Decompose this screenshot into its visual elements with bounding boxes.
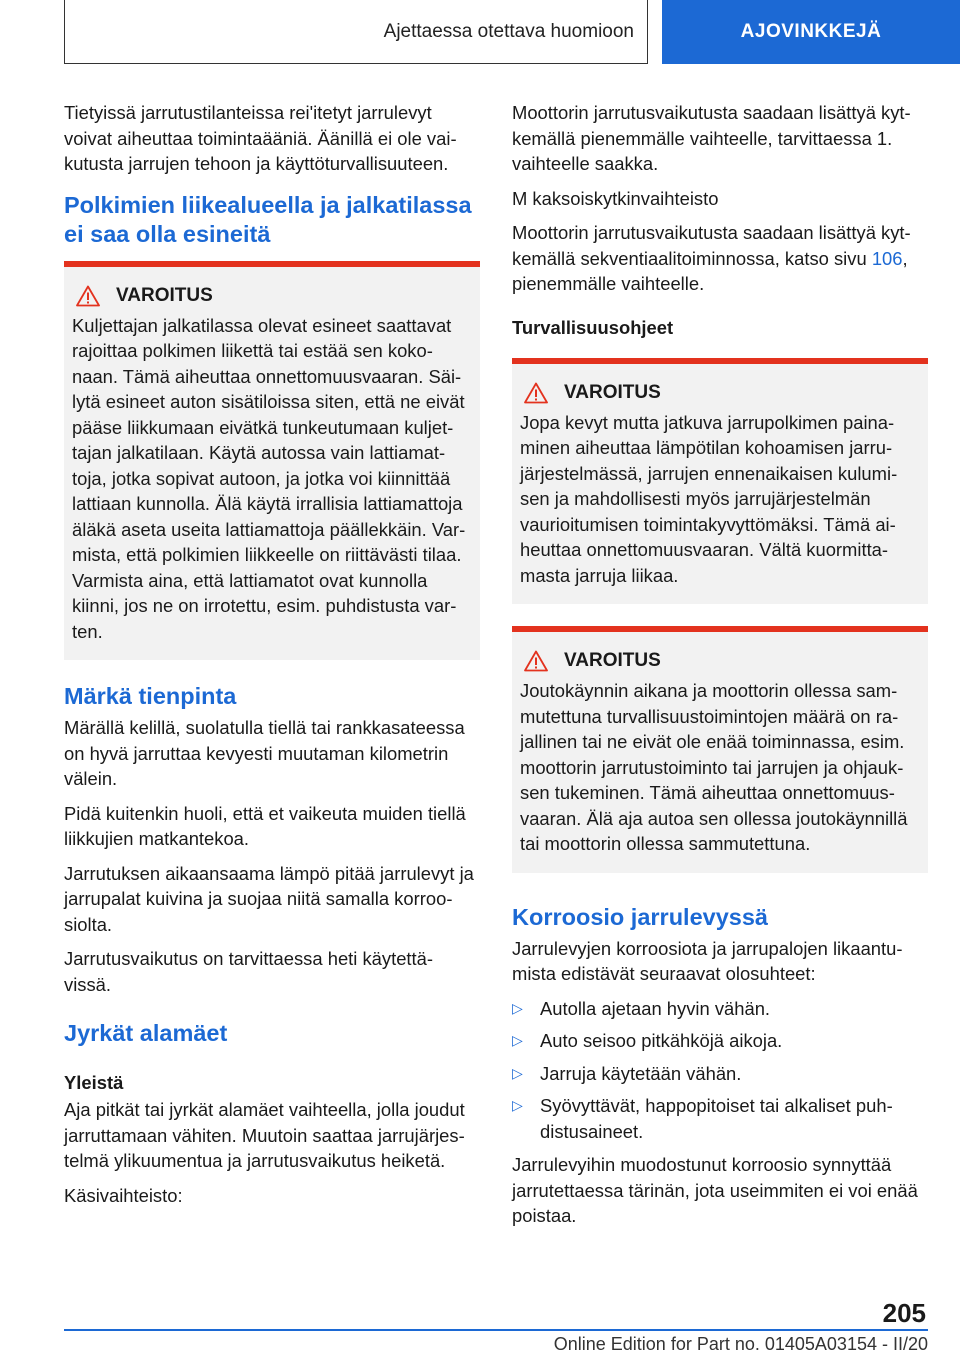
conditions-list xyxy=(512,996,928,1145)
paragraph: Aja pitkät tai jyrkät alamäet vaihteella, jolla joudut jarruttamaan vähiten. Muutoin saattaa jarrujärjes-telmä ylikuumentua ja jarrutusvaikutus heiketä. xyxy=(64,1099,465,1171)
page-number: 205 xyxy=(882,1298,926,1328)
warning-text: Joutokäynnin aikana ja moottorin ollessa sam-mutettuna turvallisuustoimintojen määrä on ra-jallinen tai ne eivät ole enää toiminnassa, esim. moottorin jarrutustoiminto tai jarrujen ja ohjauk-sen tukeminen. Tämä aiheuttaa onnettomuus-vaaran. Älä aja autoa sen ollessa joutokäynnillä tai moottorin ollessa sammutettuna. xyxy=(520,680,908,854)
triangle-bullet-icon: ▷ xyxy=(512,1032,523,1048)
warning-title: VAROITUS xyxy=(72,285,472,307)
heading-safety: Turvallisuusohjeet xyxy=(512,316,674,338)
list-item: ▷ Jarruja käytetään vähän. xyxy=(512,1061,928,1087)
warning-title: VAROITUS xyxy=(520,650,920,672)
paragraph: Jarrulevyihin muodostunut korroosio synnyttää jarrutettaessa tärinän, jota useimmiten ei voi enää poistaa. xyxy=(512,1154,918,1226)
warning-text: Jopa kevyt mutta jatkuva jarrupolkimen paina-minen aiheuttaa lämpötilan kohoamisen jarru-järjestelmässä, jarrujen ennenaikaisen kulumi-sen ja mahdollisesti myös jarrujärjestelmän vaurioitumisen toimintakyvyttömäksi. Tämä ai-heuttaa onnettomuusvaaran. Vältä kuormitta-masta jarruja liikaa. xyxy=(520,411,898,586)
right-column xyxy=(512,100,928,1238)
heading-pedal-area: Polkimien liikealueella ja jalkatilassa ei saa olla esineitä xyxy=(64,191,472,247)
warning-title: VAROITUS xyxy=(520,382,920,404)
list-item: ▷ Auto seisoo pitkähköjä aikoja. xyxy=(512,1028,928,1054)
intro-paragraph: Tietyissä jarrutustilanteissa rei'itetyt jarrulevyt voivat aiheuttaa toimintaääniä. Äänillä ei ole vai-kutusta jarrujen tehoon ja käyttöturvallisuuteen. xyxy=(64,102,457,174)
warning-text: Kuljettajan jalkatilassa olevat esineet saattavat rajoittaa polkimen liikettä tai estää sen koko-naan. Tämä aiheuttaa onnettomuusvaaran. Säi-lytä esineet auton sisätiloissa siten, että ne eivät pääse liikkumaan eivätkä tunkeutumaan kuljet-tajan jalkatilaan. Käytä autossa vain lattiamat-toja, jotka sopivat autoon, ja jotka voi kiinnittää lattiaan kunnolla. Älä käytä irrallisia lattiamattoja äläkä aseta useita lattiamattoja päällekkäin. Var-mista, että polkimien liikkeelle on riittävästi tilaa. Varmista aina, että lattiamatot ovat kunnolla kiinni, jos ne on irrotettu, esim. puhdistusta var-ten. xyxy=(72,314,466,642)
warning-box-brake-pedal xyxy=(512,358,928,605)
heading-wet-road: Märkä tienpinta xyxy=(64,683,237,709)
footer-edition: Online Edition for Part no. 01405A03154 - II/20 xyxy=(553,1334,928,1354)
paragraph: Märällä kelillä, suolatulla tiellä tai rankkasateessa on hyvä jarruttaa kevyesti muutaman kilometrin välein. xyxy=(64,717,465,789)
footer-divider xyxy=(64,1329,928,1331)
paragraph: Käsivaihteisto: xyxy=(64,1184,183,1206)
list-item: ▷ Syövyttävät, happopitoiset tai alkaliset puh-distusaineet. xyxy=(512,1095,893,1142)
paragraph: Jarrulevyjen korroosiota ja jarrupalojen likaantu-mista edistävät seuraavat olosuhteet: xyxy=(512,937,903,984)
warning-triangle-icon xyxy=(524,382,548,404)
subheading-general: Yleistä xyxy=(64,1072,124,1093)
list-item: ▷ Autolla ajetaan hyvin vähän. xyxy=(512,996,928,1022)
paragraph: Jarrutusvaikutus on tarvittaessa heti käytettä-vissä. xyxy=(64,948,434,995)
warning-triangle-icon xyxy=(76,285,100,307)
warning-box-pedal xyxy=(64,261,480,661)
paragraph: Moottorin jarrutusvaikutusta saadaan lisättyä kyt-kemällä pienemmälle vaihteelle, tarvittaessa 1. vaihteelle saakka. xyxy=(512,102,911,174)
warning-box-idle xyxy=(512,626,928,873)
triangle-bullet-icon: ▷ xyxy=(512,1064,523,1081)
section-title: Ajettaessa otettava huomioon xyxy=(383,21,634,42)
triangle-bullet-icon: ▷ xyxy=(512,1097,523,1113)
paragraph: M kaksoiskytkinvaihteisto xyxy=(512,187,719,209)
paragraph: Pidä kuitenkin huoli, että et vaikeuta muiden tiellä liikkujien matkantekoa. xyxy=(64,802,466,849)
warning-triangle-icon xyxy=(524,650,548,672)
triangle-bullet-icon: ▷ xyxy=(512,999,523,1016)
page-link[interactable]: 106 xyxy=(871,247,903,269)
chapter-tab[interactable]: AJOVINKKEJÄ xyxy=(662,0,960,64)
paragraph: Jarrutuksen aikaansaama lämpö pitää jarrulevyt ja jarrupalat kuivina ja suojaa niitä samalla korroo-siolta. xyxy=(64,862,474,935)
heading-downhill: Jyrkät alamäet xyxy=(64,1020,228,1046)
paragraph-with-link: Moottorin jarrutusvaikutusta saadaan lisättyä kyt-kemällä sekventiaalitoiminnossa, katso sivu 106, pienemmälle vaihteelle. xyxy=(512,222,911,294)
heading-corrosion: Korroosio jarrulevyssä xyxy=(512,903,768,930)
left-column xyxy=(64,100,480,1217)
